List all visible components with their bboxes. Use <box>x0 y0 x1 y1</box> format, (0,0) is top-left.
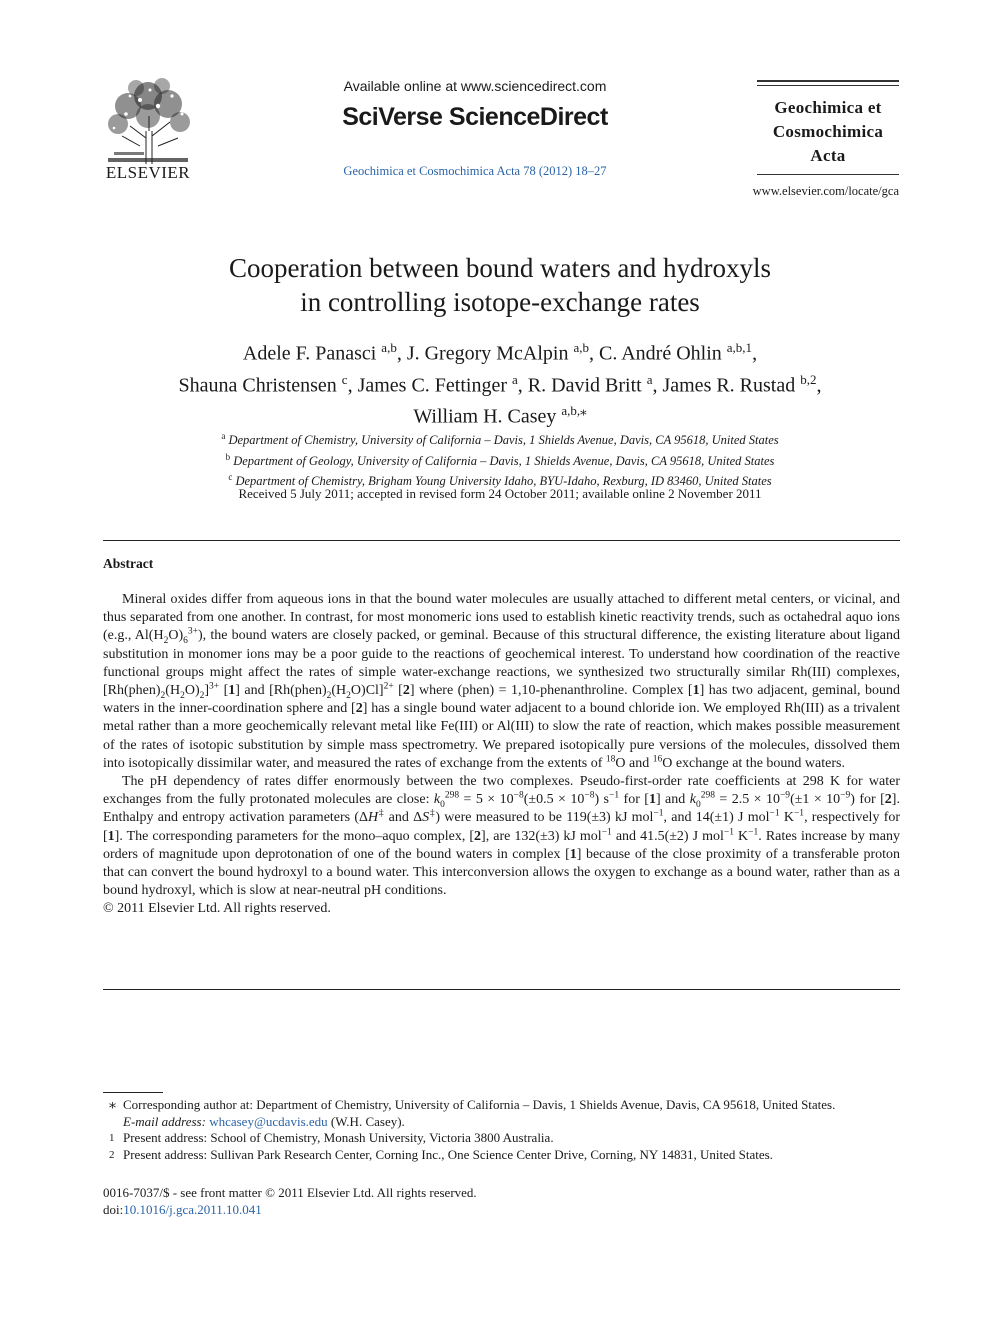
journal-name-line: Acta <box>810 146 846 165</box>
abstract-paragraph: Mineral oxides differ from aqueous ions in that the bound water molecules are usually attached to different metal centers, or vicinal, and thus separated from one another. In contrast, for most monomeric ions used to establish kinetic reactivity trends, such as octahedral aquo ions (e.g., $Al(H_2O)_6^{3+}$), the bound waters are closely packed, or geminal. Because of this structural difference, the existing literature about ligand substitution in monomer ions may be a poor guide to the reactions of geochemical interest. To understand how coordination of the reactive functional groups might affect the rates of simple water-exchange reactions, we synthesized two structurally similar Rh(III) complexes, $[Rh(phen)_2(H_2O)_2]^{3+}$ [1] and $[Rh(phen)_2(H_2O)Cl]^{2+}$ [2] where (phen) = 1,10-phenanthroline. Complex [1] has two adjacent, geminal, bound waters in the inner-coordination sphere and [2] has a single bound water adjacent to a bound chloride ion. We employed Rh(III) as a trivalent metal rather than a more geochemically relevant metal like Fe(III) or Al(III) to slow the rate of reaction, which makes possible measurement of the rates of isotopic substitution by simple mass spectrometry. We prepared isotopically pure versions of the molecules, dissolved them into isotopically dissimilar water, and measured the rates of exchange from the extents of $^{18}$O and $^{16}$O exchange at the bound waters. <box>103 592 900 771</box>
abstract-rule-bottom <box>103 989 900 990</box>
author-marks[interactable]: a,b,⁎ <box>561 403 587 419</box>
author-name[interactable]: Adele F. Panasci <box>242 342 377 365</box>
author-name[interactable]: R. David Britt <box>527 374 642 397</box>
author-name[interactable]: J. Gregory McAlpin <box>406 342 569 365</box>
footnote-text: Corresponding author at: Department of Chemistry, University of California – Davis, 1 Shields Avenue, Davis, CA 95618, United States. <box>123 1097 836 1112</box>
abstract-rule-top <box>103 540 900 541</box>
journal-name-line: Cosmochimica <box>772 122 884 141</box>
issn-block <box>103 1184 477 1218</box>
footnote-mark: 1 <box>109 1132 115 1144</box>
received-dates: Received 5 July 2011; accepted in revised form 24 October 2011; available online 2 November 2011 <box>238 486 762 501</box>
tree-icon <box>100 76 196 164</box>
affiliation-mark: c <box>228 472 233 483</box>
footnote <box>103 1147 900 1164</box>
footnote-mark: ⁎ <box>109 1097 116 1112</box>
journal-rule-top-thin <box>757 85 899 86</box>
footnote-corresponding <box>103 1097 900 1130</box>
title-line: in controlling isotope-exchange rates <box>300 287 700 317</box>
affiliation-mark: a <box>221 431 226 441</box>
copyright-line: © 2011 Elsevier Ltd. All rights reserved. <box>103 901 331 917</box>
email-line <box>123 1114 900 1131</box>
author-name[interactable]: Shauna Christensen <box>178 374 337 397</box>
journal-name <box>757 96 899 168</box>
affiliation <box>100 449 900 470</box>
author-marks: a,b <box>573 340 589 355</box>
title-line: Cooperation between bound waters and hydroxyls <box>228 253 772 283</box>
affiliation-text: Department of Chemistry, University of California – Davis, 1 Shields Avenue, Davis, CA 95618, United States <box>228 433 779 448</box>
author-marks: a <box>512 371 518 387</box>
author-marks: a,b,1 <box>726 340 753 355</box>
footnote-text: Present address: Sullivan Park Research Center, Corning Inc., One Science Center Drive, Corning, NY 14831, United States. <box>123 1146 773 1162</box>
author-marks: c <box>341 371 348 387</box>
issn-line: 0016-7037/$ - see front matter © 2011 Elsevier Ltd. All rights reserved. <box>103 1185 477 1200</box>
email-label: E-mail address: <box>123 1113 206 1129</box>
doi-line <box>103 1201 477 1218</box>
author-name[interactable]: William H. Casey <box>413 405 557 428</box>
affiliation <box>100 428 900 449</box>
author-name[interactable]: James C. Fettinger <box>357 374 508 397</box>
author-marks: b,2 <box>800 371 817 387</box>
author-marks: a,b <box>381 340 397 355</box>
author-line: Adele F. Panasci $^{a,b}$, J. Gregory McAlpin $^{a,b}$, C. André Ohlin $^{a,b,1}$, <box>242 340 758 365</box>
journal-homepage[interactable]: www.elsevier.com/locate/gca <box>752 184 899 198</box>
email-link[interactable]: whcasey@ucdavis.edu <box>209 1113 328 1129</box>
author-line <box>100 398 900 430</box>
affiliation-text: Department of Chemistry, Brigham Young University Idaho, BYU-Idaho, Rexburg, ID 83460, United States <box>235 474 772 489</box>
publisher-name: ELSEVIER <box>105 163 191 182</box>
affiliation-list <box>100 428 900 490</box>
affiliation-text: Department of Geology, University of California – Davis, 1 Shields Avenue, Davis, CA 95618, United States <box>233 453 775 468</box>
author-name[interactable]: James R. Rustad <box>662 374 796 397</box>
journal-name-line: Geochimica et <box>774 98 882 117</box>
abstract-paragraph: The pH dependency of rates differ enormously between the two complexes. Pseudo-first-order rate coefficients at 298 K for water exchanges from the fully protonated molecules are close: $k_0^{298} = 5 \times 10^{-8}(\pm 0.5 \times 10^{-8})$ $s^{-1}$ for [1] and $k_0^{298} = 2.5 \times 10^{-9}(\pm 1 \times 10^{-9})$ for [2]. Enthalpy and entropy activation parameters (ΔH‡ and ΔS‡) were measured to be 119(±3) kJ mol$^{-1}$, and 14(±1) J mol$^{-1}$ $K^{-1}$, respectively for [1]. The corresponding parameters for the mono–aquo complex, [2], are 132(±3) kJ mol$^{-1}$ and 41.5(±2) J mol$^{-1}$ $K^{-1}$. Rates increase by many orders of magnitude upon deprotonation of one of the bound waters in complex [1] because of the close proximity of a transferable proton that can convert the bound hydroxyl to a bound water. This interconversion allows the oxygen to exchange as a bound water, rather than as a bound hydroxyl, which is slow at near-neutral pH conditions. <box>103 774 901 899</box>
author-line: Shauna Christensen $^c$, James C. Fettinger $^a$, R. David Britt $^a$, James R. Rustad $^{b,2}$, <box>178 371 822 397</box>
journal-citation[interactable]: Geochimica et Cosmochimica Acta 78 (2012) 18–27 <box>343 164 607 178</box>
abstract-heading: Abstract <box>103 556 154 571</box>
author-list <box>100 335 900 430</box>
footnotes <box>103 1097 900 1163</box>
abstract-body <box>103 591 900 919</box>
footnote-text: Present address: School of Chemistry, Monash University, Victoria 3800 Australia. <box>123 1130 554 1145</box>
email-owner: (W.H. Casey). <box>330 1113 405 1129</box>
footnote <box>103 1130 900 1147</box>
doi-label: doi: <box>103 1202 124 1217</box>
footnote-rule <box>103 1092 163 1093</box>
article-title <box>100 251 900 319</box>
doi-link[interactable]: 10.1016/j.gca.2011.10.041 <box>123 1202 262 1217</box>
author-name[interactable]: C. André Ohlin <box>599 342 722 365</box>
affiliation-mark: b <box>225 451 231 462</box>
footnote-mark: 2 <box>109 1148 115 1161</box>
journal-rule-top <box>757 80 899 82</box>
author-marks: a <box>646 371 653 387</box>
sciencedirect-brand[interactable]: SciVerse ScienceDirect <box>342 103 608 131</box>
available-online-notice[interactable]: Available online at www.sciencedirect.com <box>343 78 607 94</box>
journal-rule-bottom <box>757 174 899 175</box>
